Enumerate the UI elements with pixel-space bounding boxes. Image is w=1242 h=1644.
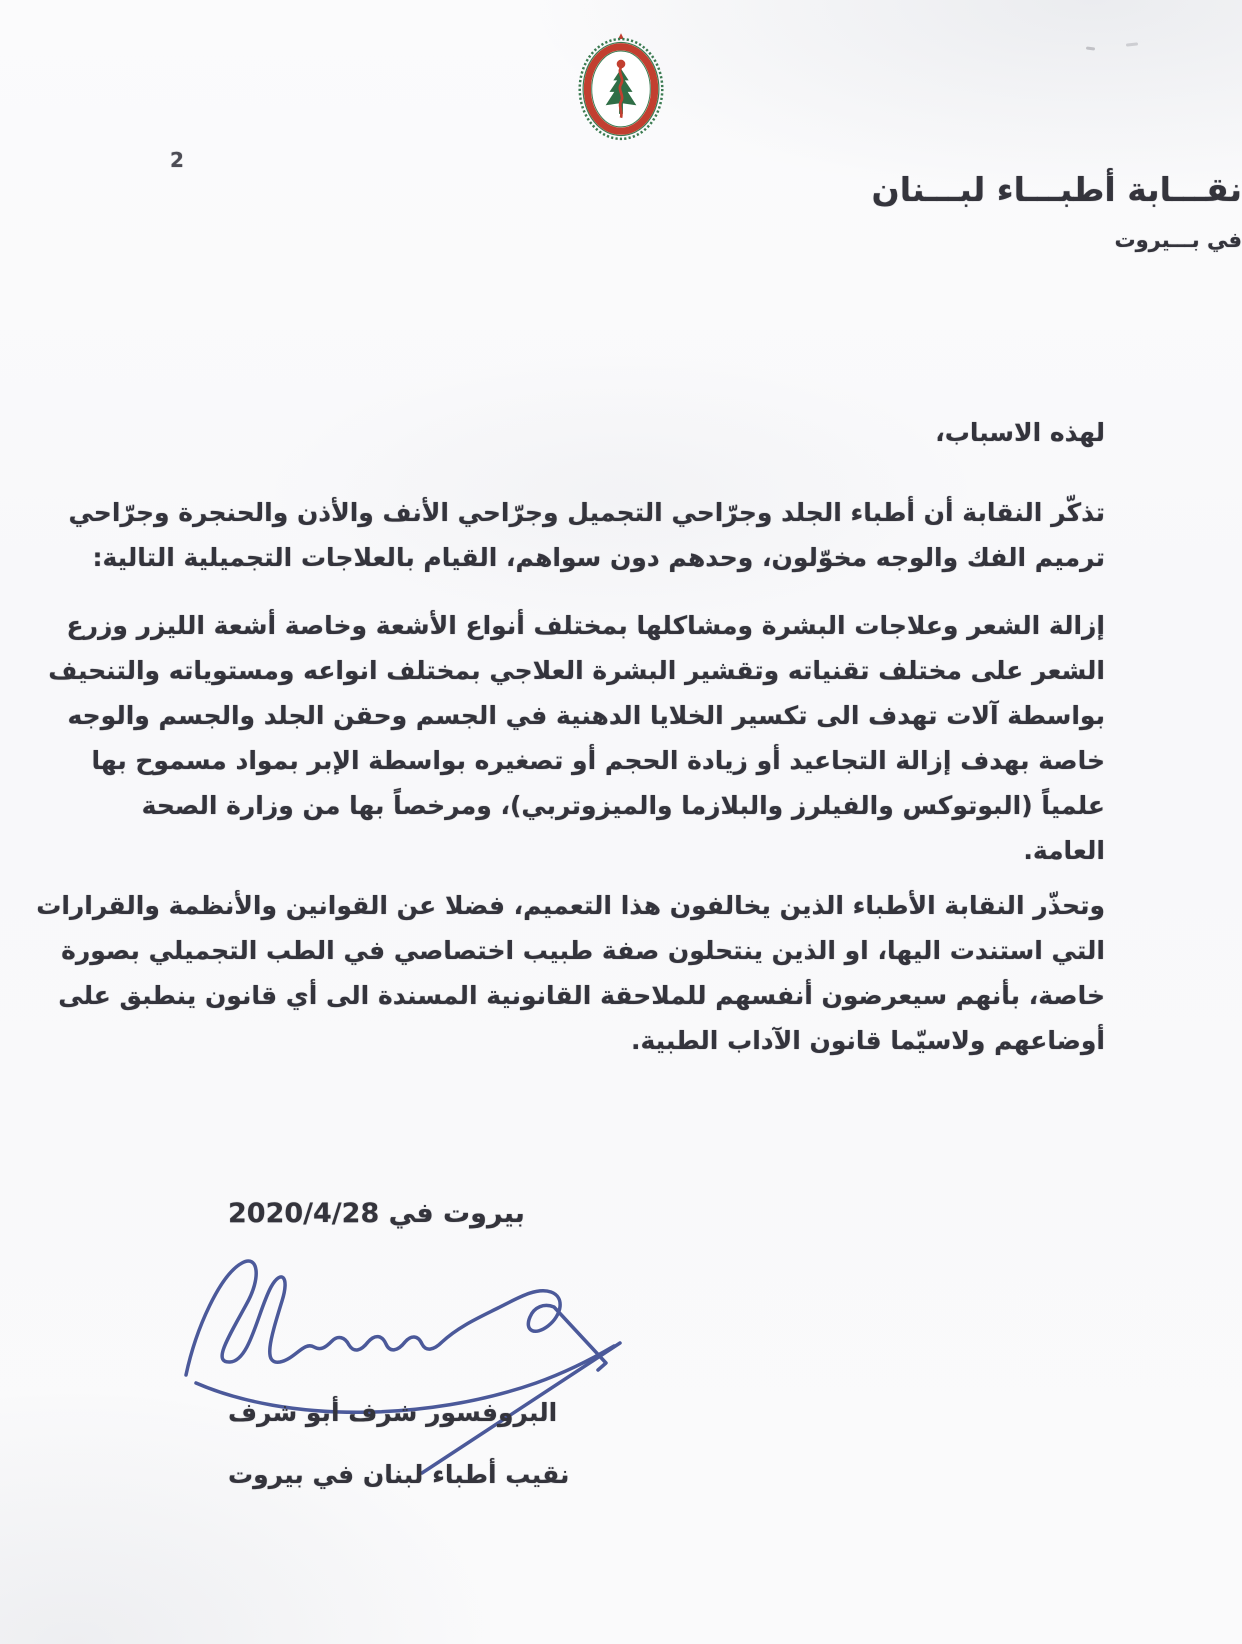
- org-location: في بـــيروت: [1114, 228, 1242, 252]
- intro-line: لهذه الاسباب،: [935, 418, 1105, 447]
- signature-ink-icon: [168, 1243, 648, 1478]
- paragraph2-line: إزالة الشعر وعلاجات البشرة ومشاكلها بمختلف أنواع الأشعة وخاصة أشعة الليزر وزرع: [66, 611, 1105, 640]
- date-line: بيروت في 2020/4/28: [228, 1198, 525, 1229]
- paragraph2-line: العامة.: [1023, 836, 1105, 865]
- paragraph2-line: خاصة بهدف إزالة التجاعيد أو زيادة الحجم أو تصغيره بواسطة الإبر بمواد مسموح بها: [91, 746, 1105, 775]
- org-name-calligraphy: نقـــابة أطبـــاء لبـــنان: [871, 170, 1242, 209]
- cedar-medical-emblem-icon: [573, 30, 669, 146]
- paragraph2-line: بواسطة آلات تهدف الى تكسير الخلايا الدهنية في الجسم وحقن الجلد والجسم والوجه: [67, 701, 1105, 730]
- paragraph3-line: أوضاعهم ولاسيّما قانون الآداب الطبية.: [631, 1026, 1105, 1055]
- paragraph2-line: الشعر على مختلف تقنياته وتقشير البشرة العلاجي بمختلف انواعه ومستوياته والتنحيف: [48, 656, 1105, 685]
- letter-body: [36, 410, 1105, 1063]
- paragraph3-line: خاصة، بأنهم سيعرضون أنفسهم للملاحقة القانونية المسندة الى أي قانون ينطبق على: [58, 981, 1105, 1010]
- page-number: 2: [170, 148, 184, 172]
- paragraph1-line: ترميم الفك والوجه مخوّلون، وحدهم دون سواهم، القيام بالعلاجات التجميلية التالية:: [92, 543, 1105, 572]
- paragraph3-line: وتحذّر النقابة الأطباء الذين يخالفون هذا التعميم، فضلا عن القوانين والأنظمة والقرارات: [36, 891, 1105, 920]
- paragraph2-line: علمياً (البوتوكس والفيلرز والبلازما والميزوتربي)، ومرخصاً بها من وزارة الصحة: [141, 791, 1105, 820]
- scan-speck: [1086, 46, 1095, 50]
- paragraph1-line: تذكّر النقابة أن أطباء الجلد وجرّاحي التجميل وجرّاحي الأنف والأذن والحنجرة وجرّاحي: [68, 498, 1105, 527]
- order-of-physicians-emblem: [573, 30, 669, 146]
- handwritten-signature: [168, 1243, 648, 1482]
- spacer: [110, 455, 1105, 490]
- signer-name: البروفسور شرف أبو شرف: [228, 1398, 558, 1427]
- spacer: [110, 873, 1105, 883]
- signer-title: نقيب أطباء لبنان في بيروت: [228, 1460, 570, 1489]
- paragraph3-line: التي استندت اليها، او الذين ينتحلون صفة طبيب اختصاصي في الطب التجميلي بصورة: [61, 936, 1105, 965]
- scan-speck: [1126, 42, 1138, 46]
- spacer: [110, 580, 1105, 603]
